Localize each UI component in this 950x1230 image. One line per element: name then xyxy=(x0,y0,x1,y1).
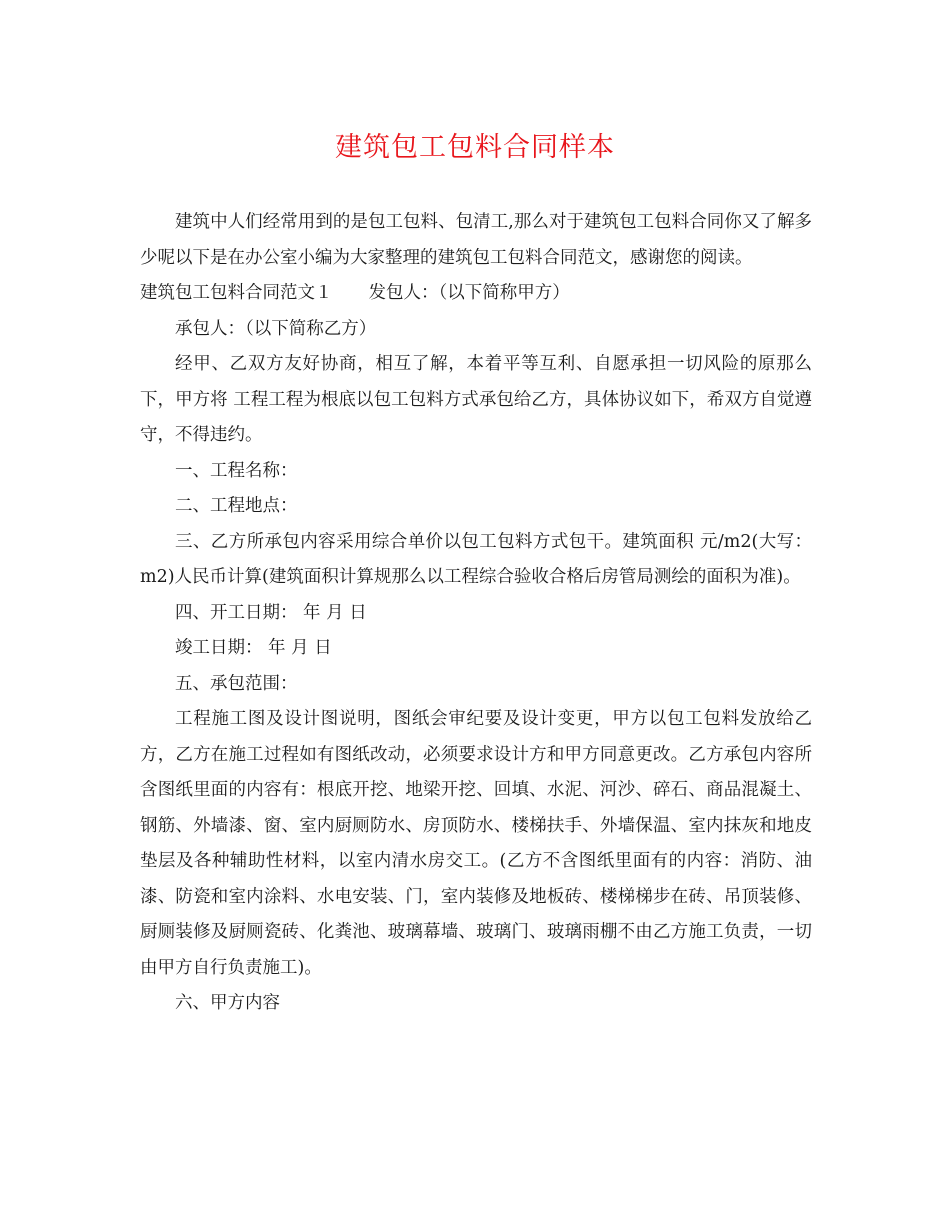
intro-paragraph: 建筑中人们经常用到的是包工包料、包清工,那么对于建筑包工包料合同你又了解多少呢以下是在办公室小编为大家整理的建筑包工包料合同范文，感谢您的阅读。 xyxy=(140,212,812,268)
contractor-line: 承包人：（以下简称乙方） xyxy=(175,318,377,339)
clause-project-location: 二、工程地点： xyxy=(175,496,298,516)
document-body xyxy=(140,205,812,1022)
clause-start-date: 四、开工日期： 年 月 日 xyxy=(175,602,367,623)
clause-party-a: 六、甲方内容 xyxy=(175,993,280,1013)
clause-scope-heading: 五、承包范围： xyxy=(175,673,298,694)
completion-date: 竣工日期： 年 月 日 xyxy=(175,638,332,658)
employer-line: 发包人：（以下简称甲方） xyxy=(368,283,570,303)
sample-heading: 建筑包工包料合同范文１ xyxy=(140,283,333,303)
document-title: 建筑包工包料合同样本 xyxy=(335,132,615,163)
scope-paragraph: 工程施工图及设计图说明，图纸会审纪要及设计变更，甲方以包工包料发放给乙方，乙方在施工过程如有图纸改动，必须要求设计方和甲方同意更改。乙方承包内容所含图纸里面的内容有：根底开挖、地梁开挖、回填、水泥、河沙、碎石、商品混凝土、钢筋、外墙漆、窗、室内厨厕防水、房顶防水、楼梯扶手、外墙保温、室内抹灰和地皮垫层及各种辅助性材料，以室内清水房交工。(乙方不含图纸里面有的内容：消防、油漆、防瓷和室内涂料、水电安装、门，室内装修及地板砖、楼梯梯步在砖、吊顶装修、厨厕装修及厨厕瓷砖、化粪池、玻璃幕墙、玻璃门、玻璃雨棚不由乙方施工负责，一切由甲方自行负责施工)。 xyxy=(140,709,812,978)
sample-heading-line xyxy=(140,276,812,312)
clause-pricing: 三、乙方所承包内容采用综合单价以包工包料方式包干。建筑面积 元/m2(大写： m2)人民币计算(建筑面积计算规那么以工程综合验收合格后房管局测绘的面积为准)。 xyxy=(140,531,812,587)
preamble-paragraph: 经甲、乙双方友好协商，相互了解，本着平等互利、自愿承担一切风险的原那么下，甲方将 工程工程为根底以包工包料方式承包给乙方，具体协议如下，希双方自觉遵守，不得违约。 xyxy=(140,354,812,445)
clause-project-name: 一、工程名称： xyxy=(175,460,298,481)
